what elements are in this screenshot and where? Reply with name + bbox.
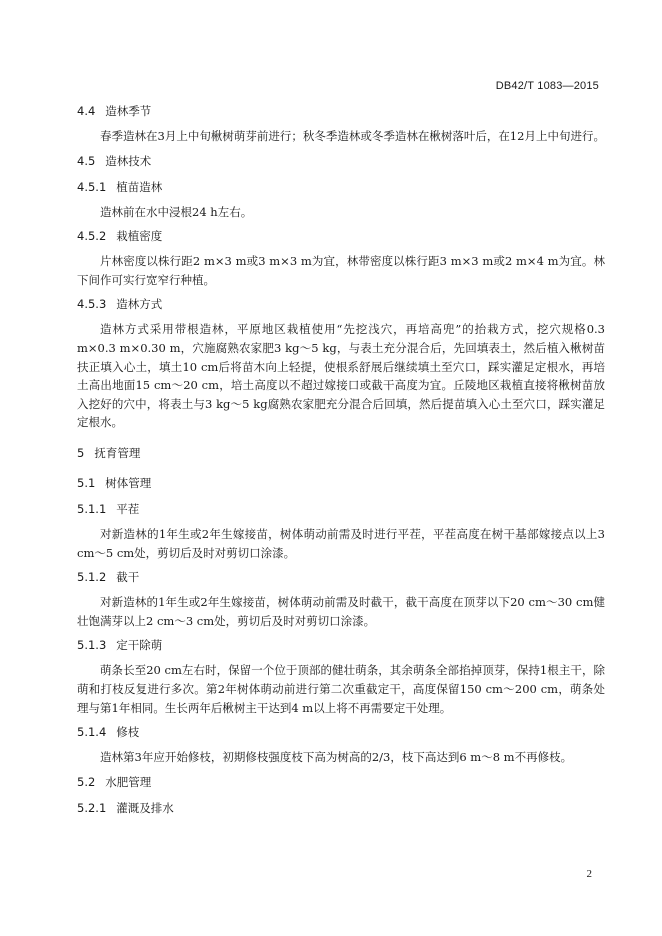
page-number: 2 (586, 868, 592, 880)
paragraph-4-4: 春季造林在3月上中旬楸树萌芽前进行；秋冬季造林或冬季造林在楸树落叶后，在12月上中旬进行。 (100, 129, 605, 143)
heading-5-1-2: 5.1.2 截干 (77, 570, 140, 585)
heading-5: 5 抚育管理 (77, 445, 141, 460)
heading-5-1: 5.1 树体管理 (77, 475, 152, 490)
heading-4-5-1: 4.5.1 植苗造林 (77, 179, 163, 194)
page-body (77, 103, 605, 817)
heading-4-5-3: 4.5.3 造林方式 (77, 297, 163, 312)
heading-4-5-2: 4.5.2 栽植密度 (77, 229, 163, 244)
paragraph-5-1-2: 对新造林的1年生或2年生嫁接苗，树体萌动前需及时截干，截干高度在顶芽以下20 cm～30 cm健壮饱满芽以上2 cm～3 cm处，剪切后及时对剪切口涂漆。 (77, 595, 605, 628)
paragraph-4-5-2: 片林密度以株行距2 m×3 m或3 m×3 m为宜，林带密度以株行距3 m×3 m或2 m×4 m为宜。林下间作可实行宽窄行种植。 (77, 254, 605, 287)
paragraph-5-1-1: 对新造林的1年生或2年生嫁接苗，树体萌动前需及时进行平茬，平茬高度在树干基部嫁接点以上3 cm～5 cm处，剪切后及时对剪切口涂漆。 (77, 526, 605, 560)
paragraph-5-1-3: 萌条长至20 cm左右时，保留一个位于顶部的健壮萌条，其余萌条全部掐掉顶芽，保持1根主干，除萌和打枝反复进行多次。第2年树体萌动前进行第二次重截定干，高度保留150 cm～200 cm，萌条处理与第1年相同。生长两年后楸树主干达到4 m以上将不再需要定干处理。 (77, 663, 605, 715)
heading-4-5: 4.5 造林技术 (77, 153, 152, 168)
heading-5-1-1: 5.1.1 平茬 (77, 501, 140, 516)
heading-5-2-1: 5.2.1 灌溉及排水 (77, 800, 174, 815)
paragraph-5-1-4: 造林第3年应开始修枝，初期修枝强度枝下高为树高的2/3，枝下高达到6 m～8 m不再修枝。 (100, 750, 573, 765)
heading-5-1-3: 5.1.3 定干除萌 (77, 638, 163, 653)
document-code: DB42/T 1083—2015 (495, 80, 599, 92)
paragraph-4-5-3: 造林方式采用带根造林，平原地区栽植使用“先挖浅穴，再培高兜”的抬栽方式，挖穴规格0.3 m×0.3 m×0.30 m，穴施腐熟农家肥3 kg～5 kg，与表土充分混合后，先回填表土，然后植入楸树苗扶正填入心土，填土10 cm后将苗木向上轻提，使根系舒展后继续填土至穴口，踩实灌足定根水，再培土高出地面15 cm～20 cm，培土高度以不超过嫁接口或截干高度为宜。丘陵地区栽植直接将楸树苗放入挖好的穴中，将表土与3 kg～5 kg腐熟农家肥充分混合后回填，然后提苗填入心土至穴口，踩实灌足定根水。 (77, 322, 605, 430)
heading-4-4: 4.4 造林季节 (77, 104, 152, 118)
paragraph-4-5-1: 造林前在水中浸根24 h左右。 (100, 204, 253, 219)
heading-5-2: 5.2 水肥管理 (77, 774, 152, 789)
heading-5-1-4: 5.1.4 修枝 (77, 725, 140, 740)
